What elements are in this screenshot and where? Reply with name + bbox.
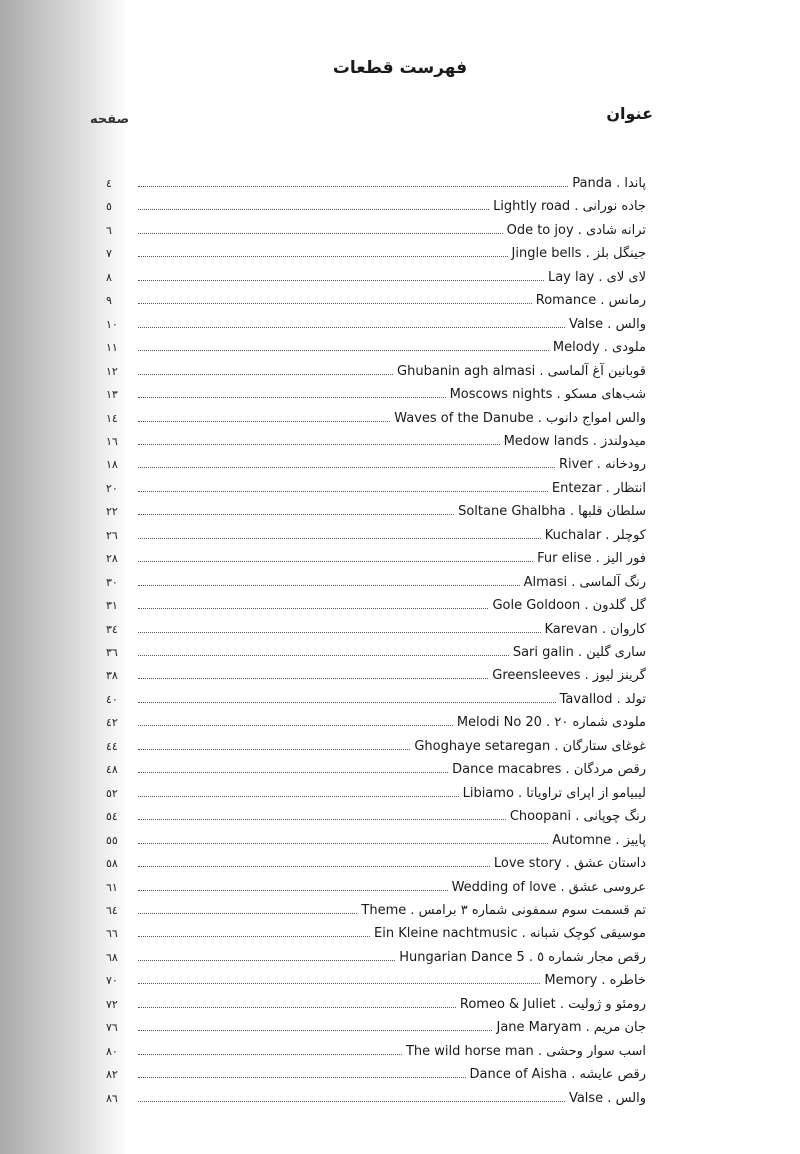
page-number: ٧٠ [106, 974, 118, 988]
toc-row [106, 1014, 646, 1036]
page-number: ٥٨ [106, 857, 118, 871]
page-number: ٦٨ [106, 950, 118, 964]
page-number: ٥٢ [106, 786, 118, 800]
toc-row [106, 358, 646, 380]
dot-leader [138, 1076, 466, 1078]
toc-row [106, 991, 646, 1013]
page-number: ٨٠ [106, 1044, 118, 1058]
toc-row [106, 1061, 646, 1083]
dot-leader [138, 865, 490, 867]
dot-leader [138, 537, 541, 539]
entry-title: رنگ آلماسی . Almasi [523, 574, 646, 590]
dot-leader [138, 326, 565, 328]
page-number: ٦٦ [106, 927, 118, 941]
entry-title: سلطان قلبها . Soltane Ghalbha [458, 504, 646, 520]
entry-title: رنگ چوپانی . Choopani [509, 809, 646, 825]
entry-title: جینگل بلز . Jingle bells [511, 246, 646, 262]
page-number: ٣٦ [106, 646, 118, 659]
page-number: ٢٦ [106, 528, 118, 542]
toc-row [106, 287, 646, 309]
page-number: ١٦ [106, 434, 118, 448]
entry-title: غوغای ستارگان . Ghoghaye setaregan [414, 738, 646, 754]
dot-leader [138, 701, 556, 703]
dot-leader [138, 724, 453, 726]
toc-row [106, 311, 646, 333]
entry-title: خاطره . Memory [544, 973, 646, 989]
toc-row [106, 920, 646, 942]
dot-leader [138, 1006, 456, 1008]
toc-row [106, 874, 646, 896]
toc-row [106, 522, 646, 544]
page-number: ٢٨ [106, 552, 118, 566]
dot-leader [138, 654, 509, 656]
page-number: ٤٢ [106, 716, 118, 730]
page-number: ٣٤ [106, 622, 118, 636]
page-number: ١٠ [106, 317, 118, 331]
entry-title: تم قسمت سوم سمفونی شماره ٣ برامس . Theme [361, 902, 646, 918]
toc-row [106, 405, 646, 427]
toc-row [106, 381, 646, 403]
page-number: ٤٠ [106, 692, 118, 706]
dot-leader [138, 842, 548, 844]
entry-title: کوچلر . Kuchalar [544, 527, 646, 543]
page-number: ٤ [106, 177, 112, 190]
dot-leader [138, 396, 446, 398]
page-number: ٥٥ [106, 833, 118, 847]
entry-title: رودخانه . River [558, 457, 646, 473]
entry-title: گرینز لیوز . Greensleeves [492, 668, 646, 684]
toc-row [106, 217, 646, 239]
toc-row [106, 756, 646, 778]
dot-leader [138, 1100, 565, 1102]
page-number: ٥٤ [106, 810, 118, 824]
page-number: ٣١ [106, 599, 118, 613]
entry-title: والس . Valse [568, 1090, 646, 1106]
entry-title: اسب سوار وحشی . The wild horse man [405, 1043, 646, 1059]
toc-row [106, 592, 646, 614]
dot-leader [138, 584, 520, 586]
page-number: ٨٢ [106, 1068, 118, 1082]
entry-title: عروسی عشق . Wedding of love [451, 879, 646, 895]
entry-title: کاروان . Karevan [544, 621, 646, 637]
toc-row [106, 264, 646, 286]
entry-title: شب‌های مسکو . Moscows nights [449, 387, 646, 403]
dot-leader [138, 208, 489, 210]
dot-leader [138, 1053, 402, 1055]
dot-leader [138, 959, 395, 961]
page-number: ٧٢ [106, 997, 118, 1011]
toc-row [106, 686, 646, 708]
page-number: ٢٠ [106, 481, 118, 495]
dot-leader [138, 677, 488, 679]
page-number: ١٤ [106, 411, 118, 425]
entry-title: رمانس . Romance [535, 293, 646, 309]
toc-row [106, 240, 646, 262]
page-number: ٣٠ [106, 575, 118, 589]
toc-row [106, 193, 646, 215]
toc-row [106, 616, 646, 638]
page-number: ٨ [106, 270, 112, 284]
toc-row [106, 967, 646, 989]
toc-row [106, 639, 646, 661]
dot-leader [138, 373, 393, 375]
dot-leader [138, 982, 540, 984]
dot-leader [138, 513, 454, 515]
entry-title: رقص مجار شماره ٥ . Hungarian Dance 5 [399, 949, 646, 965]
entry-title: موسیقی کوچک شبانه . Ein Kleine nachtmusic [374, 926, 646, 942]
entry-title: پاییز . Automne [552, 832, 646, 848]
entry-title: میدولندز . Medow lands [503, 433, 646, 449]
dot-leader [138, 748, 410, 750]
dot-leader [138, 912, 357, 914]
page-number: ٦١ [106, 880, 118, 894]
page-number: ٤٤ [106, 739, 118, 753]
toc-row [106, 569, 646, 591]
toc-row [106, 780, 646, 802]
dot-leader [138, 560, 533, 562]
toc-row [106, 662, 646, 684]
toc-row [106, 475, 646, 497]
page-number: ٦ [106, 223, 112, 237]
page-number: ٥ [106, 200, 112, 214]
entry-title: ملودی . Melody [552, 340, 646, 356]
entry-title: ساری گلین . Sari galin [512, 645, 646, 660]
page-number: ٨٦ [106, 1091, 118, 1105]
dot-leader [138, 818, 506, 820]
toc-row [106, 944, 646, 966]
toc-row [106, 850, 646, 872]
toc-row [106, 334, 646, 356]
page-number: ٤٨ [106, 763, 118, 777]
dot-leader [138, 185, 568, 187]
entry-title: فور الیز . Fur elise [537, 551, 646, 567]
page-number: ٣٨ [106, 669, 118, 683]
dot-leader [138, 490, 548, 492]
entry-title: قوبانین آغ آلماسی . Ghubanin agh almasi [397, 363, 646, 379]
dot-leader [138, 466, 555, 468]
toc-row [106, 1085, 646, 1107]
toc-row [106, 428, 646, 450]
entry-title: رقص مردگان . Dance macabres [452, 762, 646, 778]
dot-leader [138, 443, 500, 445]
page-number: ١١ [106, 341, 118, 355]
dot-leader [138, 631, 541, 633]
toc-row [106, 170, 646, 192]
dot-leader [138, 349, 549, 351]
entry-title: گل گلدون . Gole Goldoon [492, 598, 646, 614]
entry-title: والس . Valse [568, 316, 646, 332]
page-number: ١٢ [106, 364, 118, 378]
page-title: فهرست قطعات [332, 58, 468, 78]
page-number: ٩ [106, 294, 112, 308]
entry-title: لیبیامو از اپرای تراویاتا . Libiamo [462, 785, 646, 801]
toc-row [106, 897, 646, 919]
page-number: ٧٦ [106, 1021, 118, 1035]
toc-row [106, 733, 646, 755]
toc-row [106, 451, 646, 473]
entry-title: انتظار . Entezar [551, 480, 646, 496]
dot-leader [138, 302, 532, 304]
page-number: ٦٤ [106, 903, 118, 917]
dot-leader [138, 232, 503, 234]
toc-row [106, 1038, 646, 1060]
toc-row [106, 545, 646, 567]
toc-row [106, 498, 646, 520]
dot-leader [138, 420, 390, 422]
page-number: ١٨ [106, 458, 118, 472]
dot-leader [138, 279, 544, 281]
entry-title: ترانه شادی . Ode to joy [506, 222, 646, 238]
page-number: ١٣ [106, 388, 118, 402]
title-column-header: عنوان [606, 104, 653, 123]
dot-leader [138, 607, 488, 609]
entry-title: داستان عشق . Love story [493, 856, 646, 872]
entry-title: جان مریم . Jane Maryam [496, 1020, 646, 1036]
page-number: ٧ [106, 247, 112, 261]
dot-leader [138, 255, 508, 257]
entry-title: تولد . Tavallod [559, 691, 646, 707]
dot-leader [138, 935, 370, 937]
page-number: ٢٢ [106, 505, 118, 519]
entry-title: لای لای . Lay lay [547, 269, 646, 285]
dot-leader [138, 795, 459, 797]
dot-leader [138, 771, 448, 773]
entry-title: ملودی شماره ٢٠ . Melodi No 20 [456, 715, 646, 731]
toc-row [106, 709, 646, 731]
dot-leader [138, 1029, 492, 1031]
page-column-header: صفحه [90, 112, 130, 127]
entry-title: رومئو و ژولیت . Romeo & Juliet [459, 996, 646, 1012]
toc-row [106, 803, 646, 825]
entry-title: جاده نورانی . Lightly road [493, 199, 646, 215]
entry-title: رقص عایشه . Dance of Aisha [469, 1067, 646, 1083]
toc-row [106, 827, 646, 849]
dot-leader [138, 889, 448, 891]
entry-title: والس امواج دانوب . Waves of the Danube [394, 410, 646, 426]
entry-title: پاندا . Panda [572, 176, 646, 191]
